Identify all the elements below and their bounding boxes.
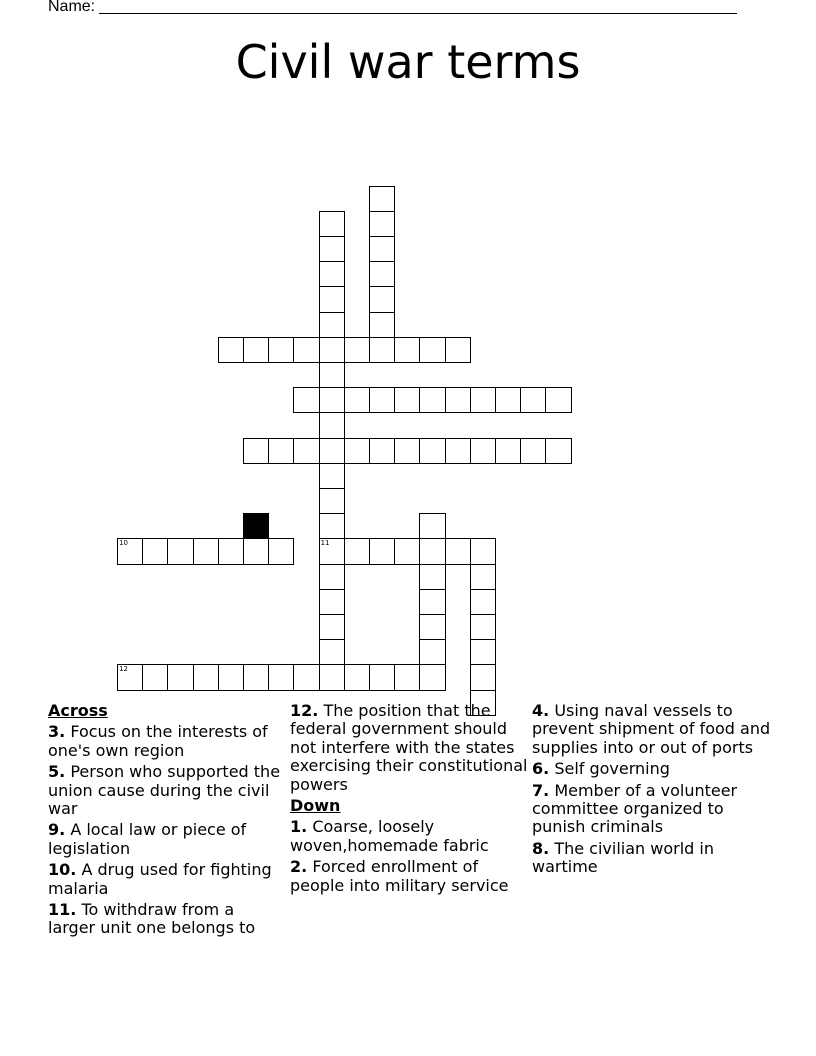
grid-cell[interactable] — [142, 664, 168, 690]
clue-number: 11 — [320, 539, 330, 548]
grid-cell[interactable] — [218, 337, 244, 363]
grid-cell[interactable] — [218, 538, 244, 564]
grid-cell[interactable] — [369, 387, 395, 413]
clue-across-5: 5. Person who supported the union cause during the civil war — [48, 762, 281, 819]
grid-cell[interactable] — [344, 438, 370, 464]
grid-cell[interactable] — [344, 538, 370, 564]
grid-cell[interactable] — [470, 589, 496, 615]
grid-cell[interactable] — [520, 438, 546, 464]
name-label: Name: — [48, 0, 96, 15]
grid-cell[interactable] — [394, 664, 420, 690]
grid-cell[interactable] — [445, 438, 471, 464]
grid-cell[interactable] — [419, 564, 445, 590]
grid-cell[interactable] — [470, 664, 496, 690]
grid-cell[interactable] — [394, 387, 420, 413]
grid-cell[interactable] — [319, 211, 345, 237]
grid-cell[interactable] — [319, 538, 345, 564]
grid-cell[interactable] — [293, 664, 319, 690]
grid-cell[interactable] — [369, 186, 395, 212]
grid-cell[interactable] — [319, 412, 345, 438]
grid-cell[interactable] — [117, 664, 143, 690]
grid-cell[interactable] — [344, 387, 370, 413]
grid-cell[interactable] — [495, 438, 521, 464]
clue-across-3: 3. Focus on the interests of one's own region — [48, 722, 268, 760]
grid-cell[interactable] — [268, 664, 294, 690]
grid-cell[interactable] — [419, 513, 445, 539]
clue-across-9: 9. A local law or piece of legislation — [48, 820, 247, 858]
clue-down-8: 8. The civilian world in wartime — [532, 838, 714, 877]
grid-cell[interactable] — [369, 211, 395, 237]
grid-cell[interactable] — [319, 463, 345, 489]
down-heading: Down — [290, 796, 341, 816]
grid-cell[interactable] — [470, 538, 496, 564]
clue-down-4: 4. Using naval vessels to prevent shipment of food and supplies into or out of ports — [532, 701, 771, 757]
grid-cell[interactable] — [369, 261, 395, 287]
grid-cell[interactable] — [419, 614, 445, 640]
grid-cell[interactable] — [167, 538, 193, 564]
grid-block-cell — [243, 513, 269, 539]
grid-cell[interactable] — [243, 337, 269, 363]
grid-cell[interactable] — [293, 387, 319, 413]
grid-cell[interactable] — [470, 614, 496, 640]
grid-cell[interactable] — [445, 337, 471, 363]
page-title: Civil war terms — [235, 35, 581, 89]
grid-cell[interactable] — [319, 362, 345, 388]
grid-cell[interactable] — [369, 312, 395, 338]
clues-column-2 — [290, 702, 530, 898]
clues-column-1 — [48, 702, 284, 941]
grid-cell[interactable] — [319, 438, 345, 464]
grid-cell[interactable] — [319, 261, 345, 287]
grid-cell[interactable] — [117, 538, 143, 564]
grid-cell[interactable] — [293, 438, 319, 464]
grid-cell[interactable] — [319, 387, 345, 413]
grid-cell[interactable] — [419, 438, 445, 464]
grid-cell[interactable] — [319, 286, 345, 312]
grid-cell[interactable] — [243, 438, 269, 464]
grid-cell[interactable] — [419, 639, 445, 665]
grid-cell[interactable] — [419, 589, 445, 615]
grid-cell[interactable] — [369, 337, 395, 363]
grid-cell[interactable] — [419, 538, 445, 564]
grid-cell[interactable] — [545, 438, 571, 464]
grid-cell[interactable] — [142, 538, 168, 564]
grid-cell[interactable] — [268, 438, 294, 464]
grid-cell[interactable] — [470, 639, 496, 665]
grid-cell[interactable] — [344, 337, 370, 363]
grid-cell[interactable] — [243, 538, 269, 564]
grid-cell[interactable] — [394, 538, 420, 564]
grid-cell[interactable] — [293, 337, 319, 363]
grid-cell[interactable] — [470, 438, 496, 464]
grid-cell[interactable] — [470, 564, 496, 590]
clue-across-11: 11. To withdraw from a larger unit one belongs to — [48, 900, 256, 938]
grid-cell[interactable] — [319, 589, 345, 615]
grid-cell[interactable] — [419, 387, 445, 413]
clue-number: 12 — [119, 665, 128, 674]
clue-down-6: 6. Self governing — [532, 759, 670, 779]
grid-cell[interactable] — [319, 664, 345, 690]
grid-cell[interactable] — [394, 438, 420, 464]
grid-cell[interactable] — [470, 387, 496, 413]
clue-down-7: 7. Member of a volunteer committee organized to punish criminals — [532, 780, 738, 837]
grid-cell[interactable] — [369, 664, 395, 690]
grid-cell[interactable] — [319, 488, 345, 514]
grid-cell[interactable] — [344, 664, 370, 690]
grid-cell[interactable] — [193, 664, 219, 690]
grid-cell[interactable] — [369, 438, 395, 464]
grid-cell[interactable] — [419, 337, 445, 363]
grid-cell[interactable] — [394, 337, 420, 363]
grid-cell[interactable] — [445, 538, 471, 564]
across-heading: Across — [48, 701, 108, 720]
grid-cell[interactable] — [319, 337, 345, 363]
grid-cell[interactable] — [319, 564, 345, 590]
grid-cell[interactable] — [520, 387, 546, 413]
grid-cell[interactable] — [243, 664, 269, 690]
grid-cell[interactable] — [369, 236, 395, 262]
grid-cell[interactable] — [268, 337, 294, 363]
grid-cell[interactable] — [218, 664, 244, 690]
grid-cell[interactable] — [369, 538, 395, 564]
grid-cell[interactable] — [369, 286, 395, 312]
grid-cell[interactable] — [319, 614, 345, 640]
grid-cell[interactable] — [495, 387, 521, 413]
grid-cell[interactable] — [319, 513, 345, 539]
grid-cell[interactable] — [419, 664, 445, 690]
grid-cell[interactable] — [545, 387, 571, 413]
grid-cell[interactable] — [319, 639, 345, 665]
clues-column-3 — [532, 702, 772, 880]
grid-cell[interactable] — [319, 312, 345, 338]
clue-across-10: 10. A drug used for fighting malaria — [48, 860, 272, 898]
grid-cell[interactable] — [319, 236, 345, 262]
clue-down-2: 2. Forced enrollment of people into military service — [290, 857, 509, 895]
grid-cell[interactable] — [268, 538, 294, 564]
clue-across-12: 12. The position that the federal government should not interfere with the states exercising their constitutional powers — [290, 701, 528, 794]
grid-cell[interactable] — [445, 387, 471, 413]
grid-cell[interactable] — [193, 538, 219, 564]
clue-number: 10 — [119, 539, 128, 548]
grid-cell[interactable] — [167, 664, 193, 690]
clue-down-1: 1. Coarse, loosely woven,homemade fabric — [290, 817, 489, 855]
